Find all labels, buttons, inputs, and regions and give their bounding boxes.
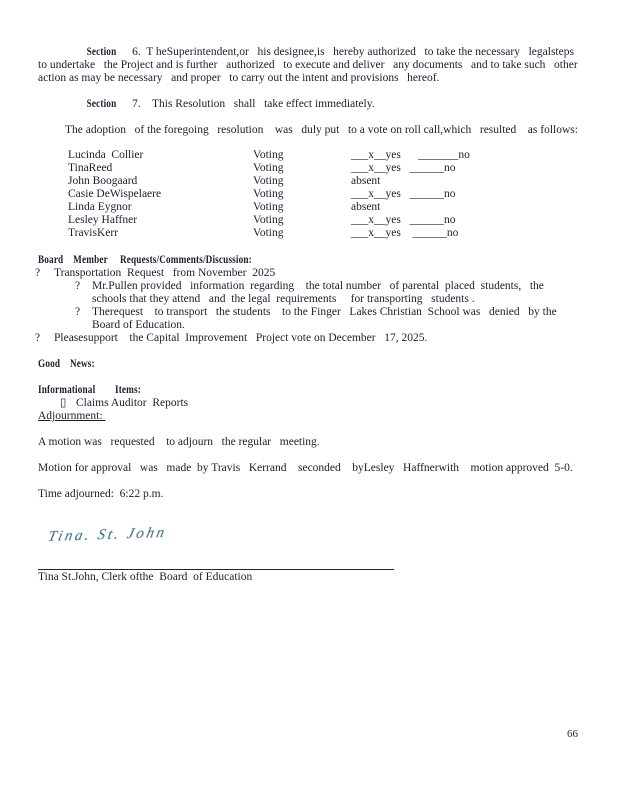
section7-text: 7. This Resolution shall take effect immediately.	[132, 98, 375, 110]
table-row	[68, 201, 578, 214]
list-item-text: Transportation Request from November 2025	[54, 267, 276, 279]
vote-result: absent	[351, 201, 381, 213]
page-number: 66	[567, 728, 578, 740]
adjournment-approval: Motion for approval was made by Travis Kerrand seconded byLesley Haffnerwith motion approved 5-0.	[38, 462, 573, 474]
table-row	[68, 188, 578, 201]
voting-label: Voting	[253, 188, 284, 200]
bullet-box-icon: ▯	[60, 397, 67, 409]
roll-call-intro: The adoption of the foregoing resolution was duly put to a vote on roll call,which resulted as follows:	[65, 124, 578, 136]
adjournment-motion: A motion was requested to adjourn the regular meeting.	[38, 436, 320, 448]
good-news-heading: Good News:	[38, 358, 95, 370]
discussion-list	[35, 267, 578, 345]
table-row	[68, 162, 578, 175]
adjournment-heading: Adjournment:	[38, 410, 106, 422]
paragraph-section7	[38, 98, 578, 111]
voter-name: TinaReed	[68, 162, 113, 174]
list-item-text: Pleasesupport the Capital Improvement Project vote on December 17, 2025.	[54, 332, 428, 344]
voter-name: Lucinda Collier	[68, 149, 144, 161]
voting-label: Voting	[253, 227, 284, 239]
voter-name: Casie DeWispelaere	[68, 188, 162, 200]
bullet-question-mark: ?	[75, 306, 81, 318]
table-row	[68, 149, 578, 162]
discussion-heading: Board Member Requests/Comments/Discussion:	[38, 254, 252, 266]
list-item	[60, 397, 578, 410]
voting-label: Voting	[253, 149, 284, 161]
bullet-question-mark: ?	[75, 280, 81, 292]
vote-result: ___x__yes ______no	[351, 162, 456, 174]
list-item-text: Therequest to transport the students to the Finger Lakes Christian School was denied by the Board of Education.	[92, 306, 560, 331]
list-item-text: Mr.Pullen provided information regarding the total number of parental placed students, the schools that they attend and the legal requirements for transporting students .	[92, 280, 547, 305]
signature-label: Tina St.John, Clerk ofthe Board of Education	[38, 571, 253, 583]
signature-block	[38, 524, 578, 584]
voting-label: Voting	[253, 214, 284, 226]
informational-heading: Informational Items:	[38, 384, 141, 396]
voting-label: Voting	[253, 175, 284, 187]
bullet-question-mark: ?	[35, 267, 41, 279]
signature-line	[38, 569, 394, 570]
list-item	[35, 267, 578, 280]
vote-result: ___x__yes ______no	[351, 188, 456, 200]
roll-call-table	[68, 149, 578, 240]
voting-label: Voting	[253, 162, 284, 174]
voter-name: Linda Eygnor	[68, 201, 132, 213]
voting-label: Voting	[253, 201, 284, 213]
voter-name: Lesley Haffner	[68, 214, 138, 226]
list-item	[35, 332, 578, 345]
paragraph-section6	[38, 46, 583, 85]
table-row	[68, 227, 578, 240]
voter-name: John Boogaard	[68, 175, 138, 187]
list-item-text: Claims Auditor Reports	[76, 397, 189, 409]
vote-result: absent	[351, 175, 381, 187]
table-row	[68, 175, 578, 188]
vote-result: ___x__yes ______no	[351, 214, 456, 226]
vote-result: ___x__yes ______no	[351, 227, 459, 239]
section6-label: Section	[86, 46, 117, 58]
section6-text: 6. T heSuperintendent,or his designee,is hereby authorized to take the necessary legalsteps to undertake the Project and is further authorized to execute and deliver any documents and to take such other action as may be necessary and proper to carry out the intent and provisions hereof.	[38, 46, 583, 84]
voter-name: TravisKerr	[68, 227, 119, 239]
table-row	[68, 214, 578, 227]
signature-handwriting: Tina. St. John	[46, 524, 169, 546]
bullet-question-mark: ?	[35, 332, 41, 344]
section7-label: Section	[86, 98, 117, 110]
list-item	[75, 306, 578, 332]
list-item	[75, 280, 578, 306]
adjournment-time: Time adjourned: 6:22 p.m.	[38, 488, 164, 500]
vote-result: ___x__yes _______no	[351, 149, 470, 161]
